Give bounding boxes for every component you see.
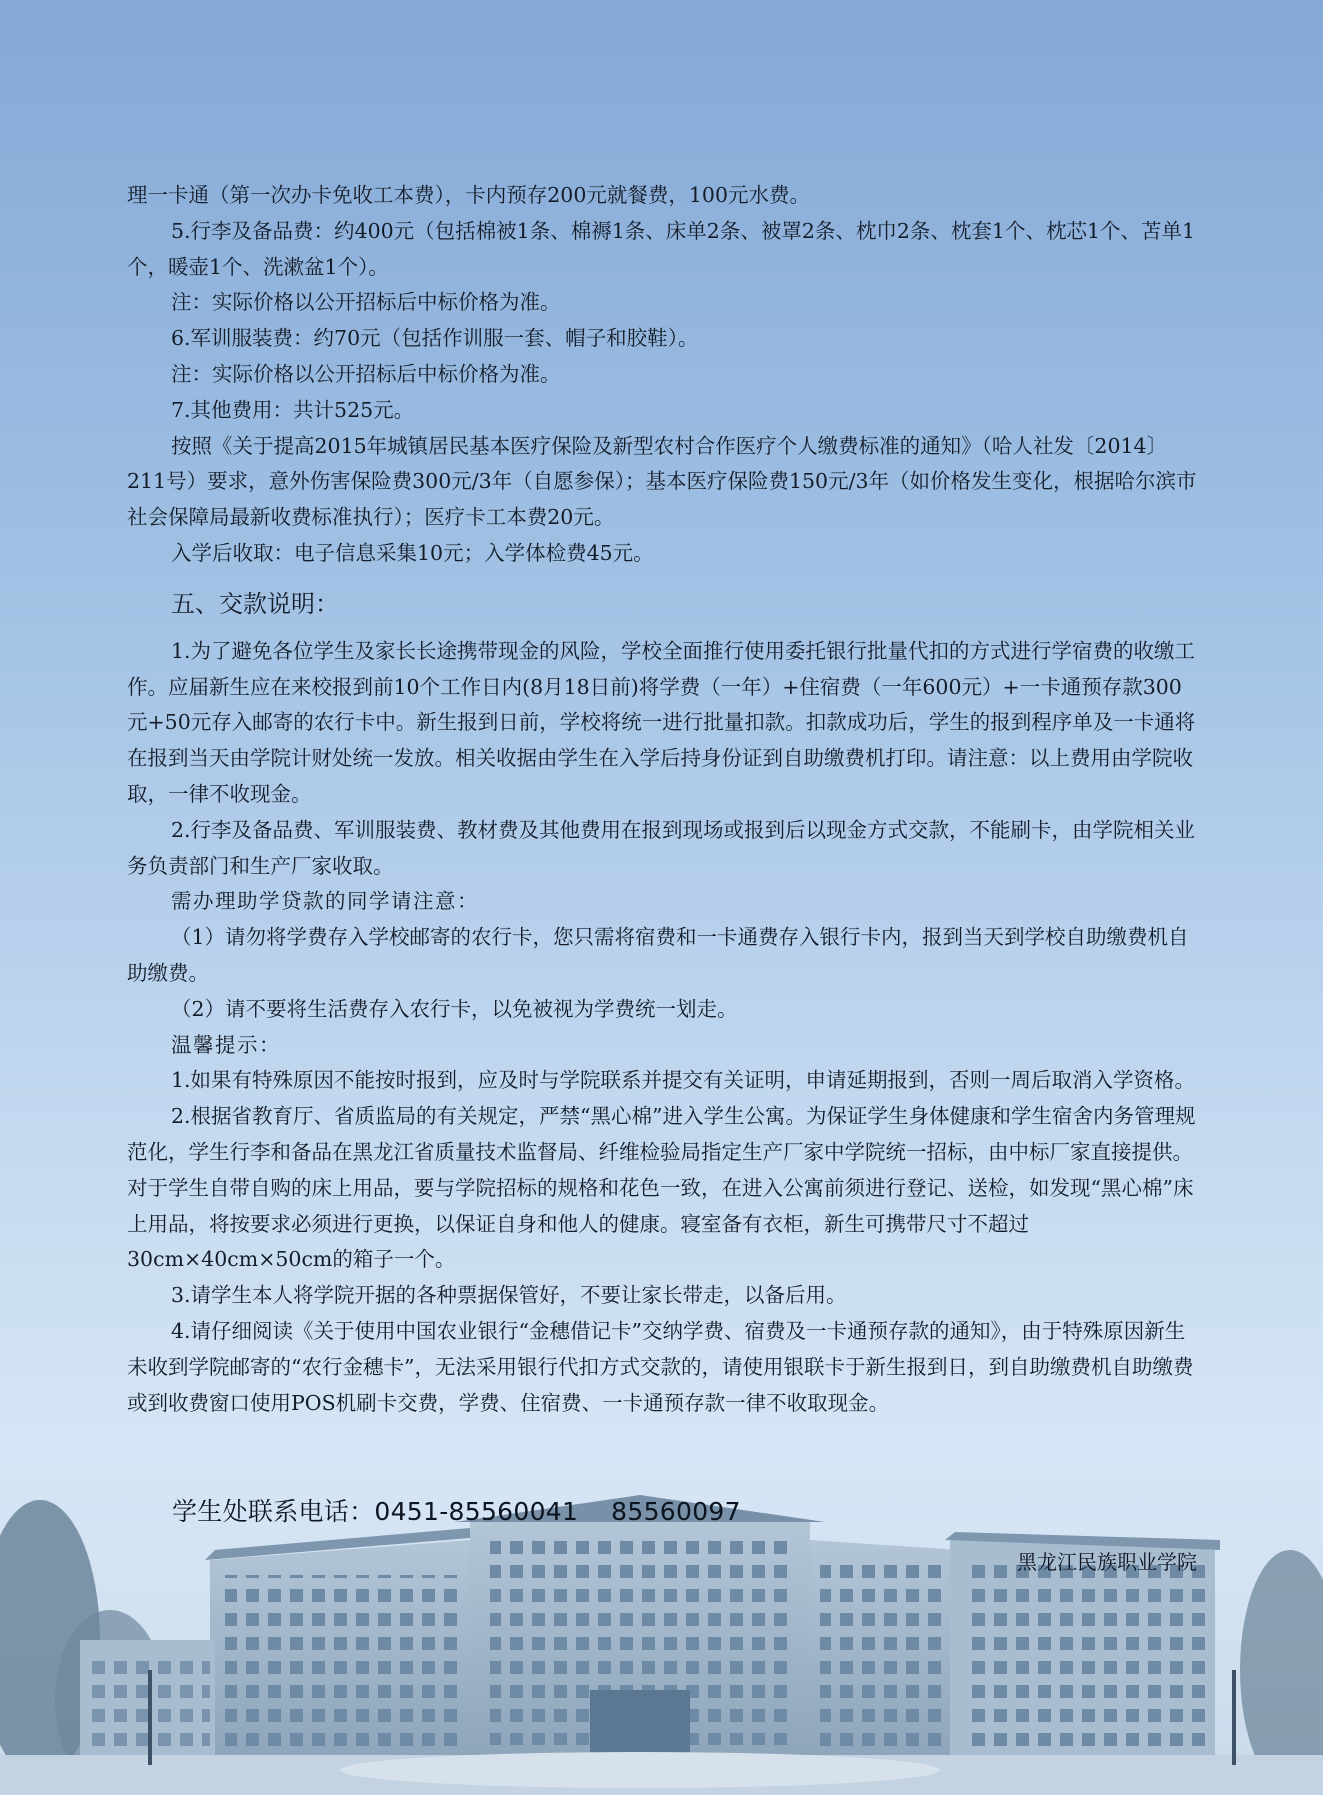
paragraph-tip-1: 1.如果有特殊原因不能按时报到，应及时与学院联系并提交有关证明，申请延期报到，否则一周后取消入学资格。 bbox=[171, 1068, 1196, 1093]
paragraph-other-fees: 7.其他费用：共计525元。 bbox=[171, 397, 415, 422]
paragraph-after-enrollment: 入学后收取：电子信息采集10元；入学体检费45元。 bbox=[171, 540, 654, 565]
paragraph-uniform-fee: 6.军训服装费：约70元（包括作训服一套、帽子和胶鞋）。 bbox=[171, 326, 699, 351]
loan-title: 需办理助学贷款的同学请注意： bbox=[171, 889, 479, 914]
paragraph-payment-1: 1.为了避免各位学生及家长长途携带现金的风险，学校全面推行使用委托银行批量代扣的方式进行学宿费的收缴工作。应届新生应在来校报到前10个工作日内(8月18日前)将学费（一年）+住宿费（一年600元）+一卡通预存款300元+50元存入邮寄的农行卡中。新生报到日前，学校将统一进行批量扣款。扣款成功后，学生的报到程序单及一卡通将在报到当天由学院计财处统一发放。相关收据由学生在入学后持身份证到自助缴费机打印。请注意：以上费用由学院收取，一律不收现金。 bbox=[127, 638, 1196, 806]
paragraph-tip-2: 2.根据省教育厅、省质监局的有关规定，严禁“黑心棉”进入学生公寓。为保证学生身体健康和学生宿舍内务管理规范化，学生行李和备品在黑龙江省质量技术监督局、纤维检验局指定生产厂家中学院统一招标，由中标厂家直接提供。对于学生自带自购的床上用品，要与学院招标的规格和花色一致，在进入公寓前须进行登记、送检，如发现“黑心棉”床上用品，将按要求必须进行更换，以保证自身和他人的健康。寝室备有衣柜，新生可携带尺寸不超过30cm×40cm×50cm的箱子一个。 bbox=[127, 1104, 1196, 1272]
paragraph-bedding-fee: 5.行李及备品费：约400元（包括棉被1条、棉褥1条、床单2条、被罩2条、枕巾2条、枕套1个、枕芯1个、苫单1个，暖壶1个、洗漱盆1个）。 bbox=[127, 218, 1196, 279]
college-signature: 黑龙江民族职业学院 bbox=[1017, 1550, 1197, 1574]
note-price: 注：实际价格以公开招标后中标价格为准。 bbox=[171, 361, 561, 386]
paragraph-insurance: 按照《关于提高2015年城镇居民基本医疗保险及新型农村合作医疗个人缴费标准的通知》（哈人社发〔2014〕211号）要求，意外伤害保险费300元/3年（自愿参保）；基本医疗保险费150元/3年（如价格发生变化，根据哈尔滨市社会保障局最新收费标准执行）；医疗卡工本费20元。 bbox=[127, 433, 1197, 530]
paragraph-loan-1: （1）请勿将学费存入学校邮寄的农行卡，您只需将宿费和一卡通费存入银行卡内，报到当天到学校自助缴费机自助缴费。 bbox=[127, 925, 1189, 985]
section-heading-payment: 五、交款说明： bbox=[171, 589, 339, 618]
contact-phone: 学生处联系电话：0451-85560041 85560097 bbox=[172, 1497, 741, 1526]
paragraph-tip-4: 4.请仔细阅读《关于使用中国农业银行“金穗借记卡”交纳学费、宿费及一卡通预存款的通知》，由于特殊原因新生未收到学院邮寄的“农行金穗卡”，无法采用银行代扣方式交款的，请使用银联卡于新生报到日，到自助缴费机自助缴费或到收费窗口使用POS机刷卡交费，学费、住宿费、一卡通预存款一律不收取现金。 bbox=[127, 1318, 1194, 1415]
paragraph-campus-card: 理一卡通（第一次办卡免收工本费），卡内预存200元就餐费，100元水费。 bbox=[127, 183, 811, 207]
paragraph-loan-2: （2）请不要将生活费存入农行卡，以免被视为学费统一划走。 bbox=[171, 996, 738, 1021]
paragraph-tip-3: 3.请学生本人将学院开据的各种票据保管好，不要让家长带走，以备后用。 bbox=[171, 1283, 847, 1308]
tips-title: 温馨提示： bbox=[171, 1032, 281, 1057]
document-body bbox=[127, 178, 1197, 1421]
note-price: 注：实际价格以公开招标后中标价格为准。 bbox=[171, 290, 561, 315]
paragraph-payment-2: 2.行李及备品费、军训服装费、教材费及其他费用在报到现场或报到后以现金方式交款，不能刷卡，由学院相关业务负责部门和生产厂家收取。 bbox=[127, 817, 1196, 878]
